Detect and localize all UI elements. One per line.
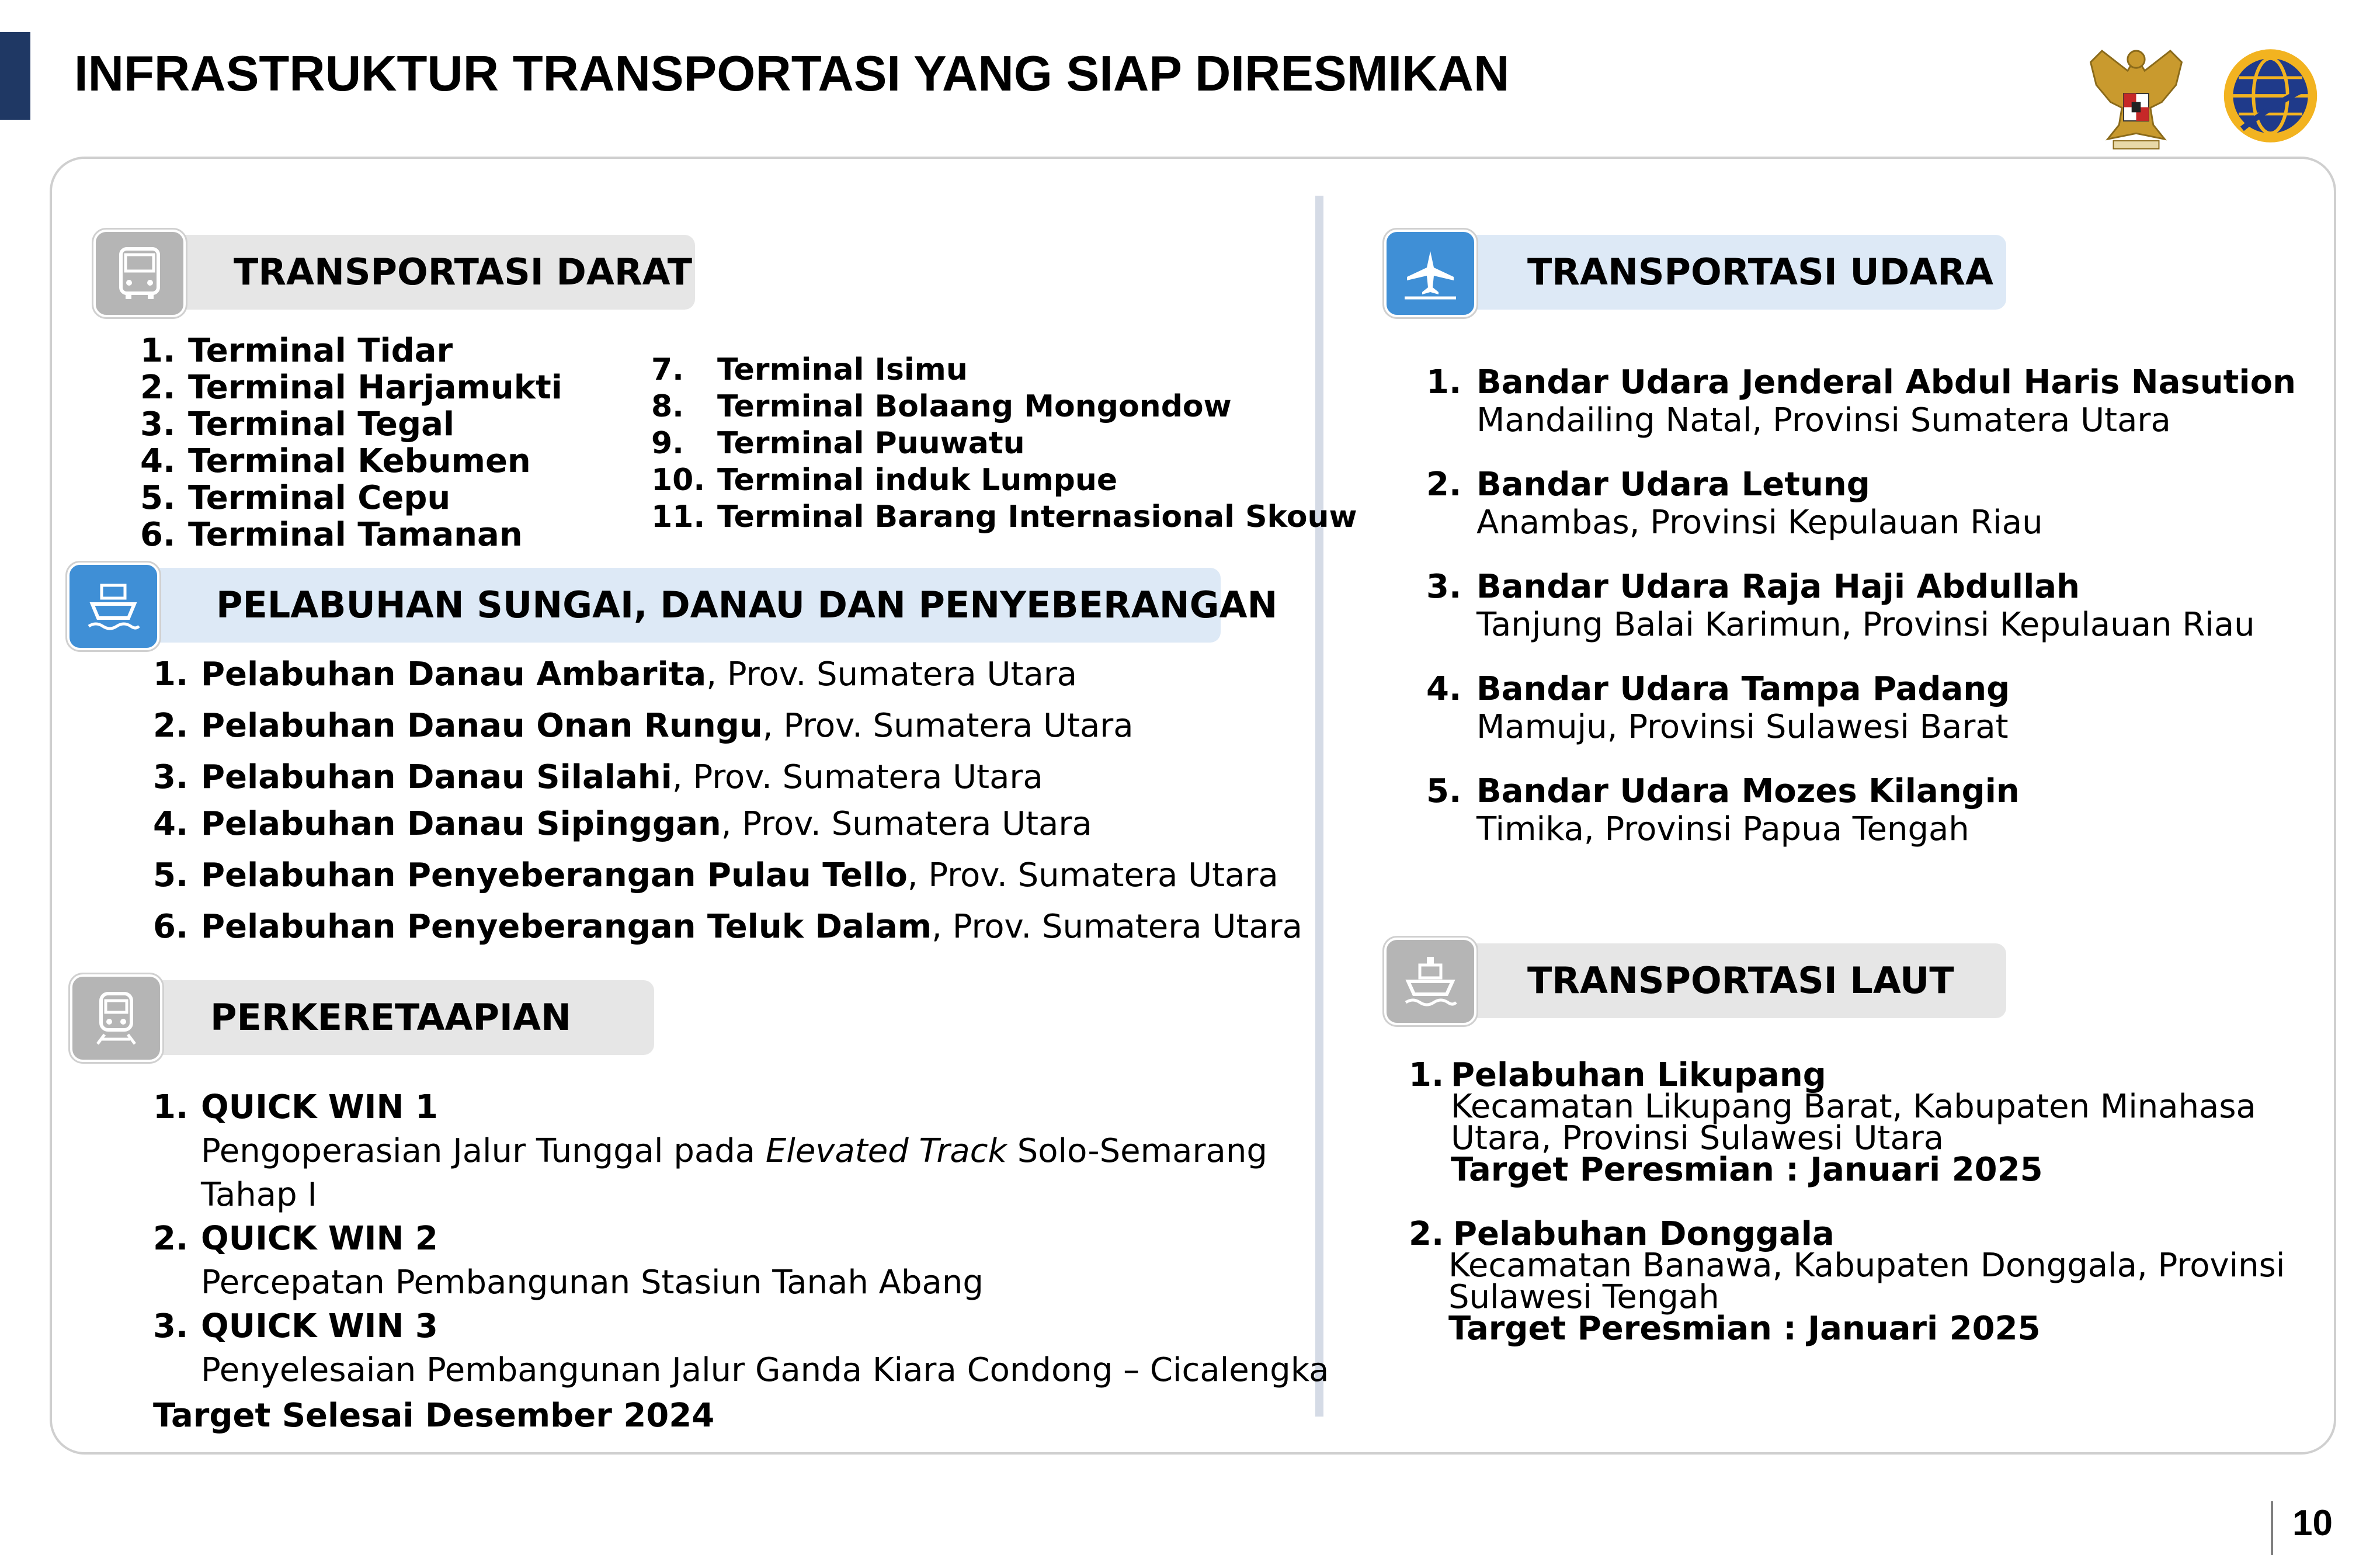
section-title: PERKERETAAPIAN [210, 996, 571, 1039]
list-item: 11. Terminal Barang Internasional Skouw [651, 499, 1357, 534]
page-number: 10 [2292, 1503, 2333, 1543]
sdp-list [153, 655, 1302, 959]
list-item-target: Target Peresmian : Januari 2025 [1448, 1310, 2041, 1348]
section-title: TRANSPORTASI UDARA [1527, 251, 1993, 293]
list-item-desc: Tahap I [201, 1176, 317, 1214]
list-item: 6. Terminal Tamanan [140, 516, 523, 554]
list-item-location: Timika, Provinsi Papua Tengah [1476, 810, 1969, 848]
section-title: TRANSPORTASI LAUT [1527, 959, 1954, 1002]
section-header-perkeretaapian [96, 980, 654, 1055]
udara-list [1426, 363, 2314, 860]
list-item: 8. Terminal Bolaang Mongondow [651, 389, 1232, 424]
kemenhub-logo [2219, 42, 2322, 150]
section-header-transportasi-laut [1410, 943, 2006, 1018]
title-accent-bar [0, 32, 30, 120]
section-title: TRANSPORTASI DARAT [234, 251, 693, 293]
list-item-location: Utara, Provinsi Sulawesi Utara [1451, 1119, 1944, 1157]
list-item: 6. Pelabuhan Penyeberangan Teluk Dalam, Prov. Sumatera Utara [153, 908, 1302, 946]
list-item: 1. Terminal Tidar [140, 332, 453, 370]
list-item: 2. Pelabuhan Danau Onan Rungu, Prov. Sumatera Utara [153, 707, 1134, 745]
list-item-desc: Percepatan Pembangunan Stasiun Tanah Abang [201, 1264, 984, 1301]
airplane-icon [1384, 230, 1476, 317]
list-item-desc: Pengoperasian Jalur Tunggal pada Elevated Track Solo-Semarang [201, 1132, 1267, 1170]
list-item: 10. Terminal induk Lumpue [651, 463, 1118, 498]
garuda-pancasila-logo [2079, 38, 2193, 155]
list-item: 3. Bandar Udara Raja Haji Abdullah [1426, 568, 2080, 606]
list-item: 1. Pelabuhan Danau Ambarita, Prov. Sumatera Utara [153, 655, 1078, 693]
list-item: 4. Bandar Udara Tampa Padang [1426, 670, 2010, 708]
list-item: 4. Pelabuhan Danau Sipinggan, Prov. Sumatera Utara [153, 805, 1092, 843]
list-item-location: Tanjung Balai Karimun, Provinsi Kepulauan Riau [1476, 606, 2255, 644]
list-item: 3. QUICK WIN 3 [153, 1307, 438, 1345]
list-item: 1. Bandar Udara Jenderal Abdul Haris Nasution [1426, 363, 2296, 401]
list-item-location: Mamuju, Provinsi Sulawesi Barat [1476, 708, 2009, 746]
list-item: 5. Terminal Cepu [140, 479, 451, 517]
list-item-target: Target Peresmian : Januari 2025 [1451, 1151, 2043, 1189]
list-item-location: Anambas, Provinsi Kepulauan Riau [1476, 504, 2043, 542]
list-item: 5. Pelabuhan Penyeberangan Pulau Tello, Prov. Sumatera Utara [153, 856, 1278, 894]
list-item-location: Kecamatan Banawa, Kabupaten Donggala, Provinsi [1448, 1247, 2285, 1285]
column-divider [1315, 196, 1323, 1417]
list-item: 2. Terminal Harjamukti [140, 369, 562, 407]
list-item: 3. Pelabuhan Danau Silalahi, Prov. Sumatera Utara [153, 758, 1043, 796]
list-item: 7. Terminal Isimu [651, 352, 968, 387]
list-item: 1. Pelabuhan Likupang [1409, 1056, 1826, 1094]
laut-list [1409, 1056, 2343, 1360]
page-title: INFRASTRUKTUR TRANSPORTASI YANG SIAP DIRESMIKAN [74, 46, 1510, 102]
list-item: 1. QUICK WIN 1 [153, 1088, 438, 1126]
darat-list-left [140, 332, 607, 554]
bus-icon [93, 230, 186, 317]
section-header-transportasi-darat [120, 235, 695, 310]
ship-icon [1384, 938, 1476, 1025]
list-item-location: Kecamatan Likupang Barat, Kabupaten Minahasa [1451, 1088, 2256, 1126]
train-icon [70, 974, 162, 1062]
list-item: 2. QUICK WIN 2 [153, 1220, 438, 1258]
list-item: 9. Terminal Puuwatu [651, 426, 1025, 461]
list-item: 5. Bandar Udara Mozes Kilangin [1426, 772, 2020, 810]
list-item: 4. Terminal Kebumen [140, 442, 531, 480]
list-item: 2. Pelabuhan Donggala [1409, 1215, 1834, 1253]
list-item: 2. Bandar Udara Letung [1426, 466, 1870, 504]
list-item: 3. Terminal Tegal [140, 405, 455, 443]
list-item-location: Sulawesi Tengah [1448, 1278, 1719, 1316]
list-item-location: Mandailing Natal, Provinsi Sumatera Utara [1476, 401, 2171, 439]
ferry-icon [67, 563, 159, 650]
section-title: PELABUHAN SUNGAI, DANAU DAN PENYEBERANGAN [216, 584, 1278, 626]
page-number-separator [2271, 1501, 2273, 1555]
list-item-desc: Penyelesaian Pembangunan Jalur Ganda Kiara Condong – Cicalengka [201, 1351, 1329, 1389]
kereta-target: Target Selesai Desember 2024 [153, 1397, 715, 1435]
darat-list-right [651, 352, 1357, 539]
kereta-list [153, 1088, 1329, 1450]
section-header-pelabuhan-sdp [93, 568, 1278, 643]
section-header-transportasi-udara [1410, 235, 2006, 310]
